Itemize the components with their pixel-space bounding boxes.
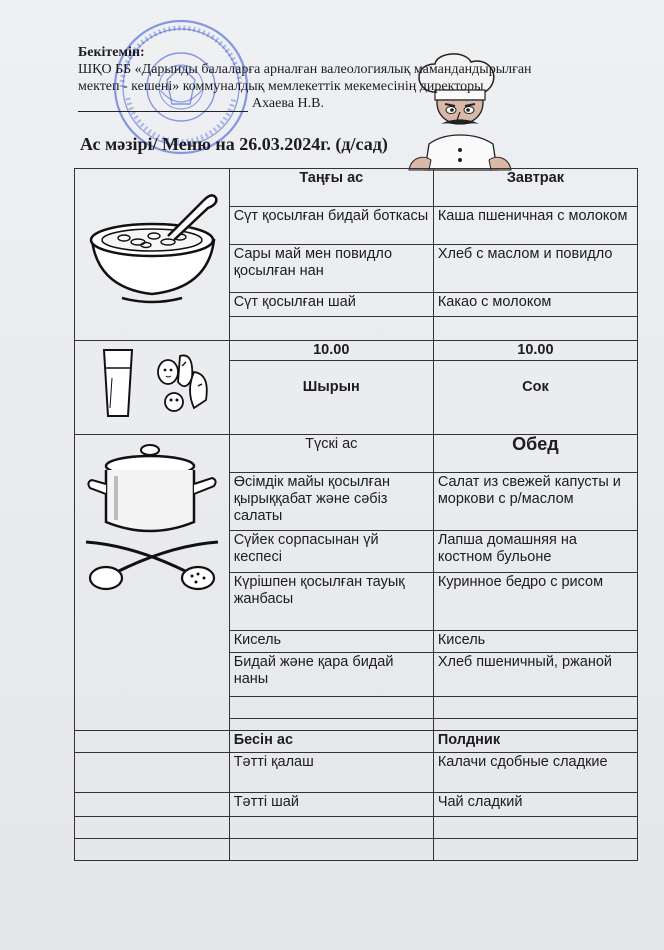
porridge-bowl-icon xyxy=(82,170,222,320)
afternoon-row xyxy=(75,793,638,817)
menu-date: 26.03.2024г. (д/сад) xyxy=(239,134,388,154)
afternoon-item-ru: Калачи сдобные сладкие xyxy=(433,753,637,793)
lunch-item-kz: Өсімдік майы қосылған қырыққабат және сәбіз салаты xyxy=(229,473,433,531)
breakfast-item-ru: Какао с молоком xyxy=(433,293,637,317)
breakfast-image-cell xyxy=(75,169,230,341)
empty-row xyxy=(75,817,638,839)
signature-line xyxy=(78,111,248,112)
afternoon-blank-cell xyxy=(75,731,230,753)
afternoon-kz-title: Бесін ас xyxy=(229,731,433,753)
snack-image-cell xyxy=(75,341,230,435)
lunch-item-ru: Куринное бедро с рисом xyxy=(433,573,637,631)
lunch-header-row xyxy=(75,435,638,473)
breakfast-ru-title: Завтрак xyxy=(433,169,637,207)
lunch-ru-title: Обед xyxy=(433,435,637,473)
director-name: Ахаева Н.В. xyxy=(252,96,324,111)
juice-glass-fruits-icon xyxy=(82,342,222,422)
afternoon-item-kz: Тәтті қалаш xyxy=(229,753,433,793)
breakfast-item-kz: Сүт қосылған шай xyxy=(229,293,433,317)
breakfast-item-kz: Сары май мен повидло қосылған нан xyxy=(229,245,433,293)
lunch-item-ru: Кисель xyxy=(433,631,637,653)
lunch-item-ru: Лапша домашняя на костном бульоне xyxy=(433,531,637,573)
pot-ladles-icon xyxy=(82,436,222,596)
lunch-item-ru: Хлеб пшеничный, ржаной xyxy=(433,653,637,697)
approve-label: Бекітемін: xyxy=(78,45,145,60)
lunch-item-kz: Бидай және қара бидай наны xyxy=(229,653,433,697)
approval-header xyxy=(78,44,532,112)
afternoon-item-ru: Чай сладкий xyxy=(433,793,637,817)
lunch-item-kz: Күрішпен қосылған тауық жанбасы xyxy=(229,573,433,631)
menu-table xyxy=(74,168,638,861)
breakfast-item-kz: Сүт қосылған бидай боткасы xyxy=(229,207,433,245)
page-title xyxy=(80,134,388,155)
org-line-1: ШҚО ББ «Дарынды балаларға арналған валеологиялық мамандандырылған xyxy=(78,62,532,77)
breakfast-kz-title: Таңғы ас xyxy=(229,169,433,207)
breakfast-item-ru: Каша пшеничная с молоком xyxy=(433,207,637,245)
afternoon-row xyxy=(75,753,638,793)
lunch-image-cell xyxy=(75,435,230,731)
org-line-2: мектеп - кешені» коммуналдық мемлекеттік мекемесінің директоры xyxy=(78,79,484,94)
snack-ru-time: 10.00 xyxy=(433,341,637,361)
lunch-item-kz: Кисель xyxy=(229,631,433,653)
director-signature-row xyxy=(78,95,532,112)
lunch-item-ru: Салат из свежей капусты и моркови с р/маслом xyxy=(433,473,637,531)
breakfast-item-ru: Хлеб с маслом и повидло xyxy=(433,245,637,293)
breakfast-header-row xyxy=(75,169,638,207)
title-text: Ас мәзірі/ Меню на xyxy=(80,134,240,154)
lunch-item-kz: Сүйек сорпасынан үй кеспесі xyxy=(229,531,433,573)
snack-time-row xyxy=(75,341,638,361)
empty-row xyxy=(75,839,638,861)
lunch-kz-title: Түскі ас xyxy=(229,435,433,473)
snack-kz-time: 10.00 xyxy=(229,341,433,361)
afternoon-header-row xyxy=(75,731,638,753)
snack-kz: Шырын xyxy=(229,361,433,435)
snack-ru: Сок xyxy=(433,361,637,435)
afternoon-item-kz: Тәтті шай xyxy=(229,793,433,817)
afternoon-ru-title: Полдник xyxy=(433,731,637,753)
